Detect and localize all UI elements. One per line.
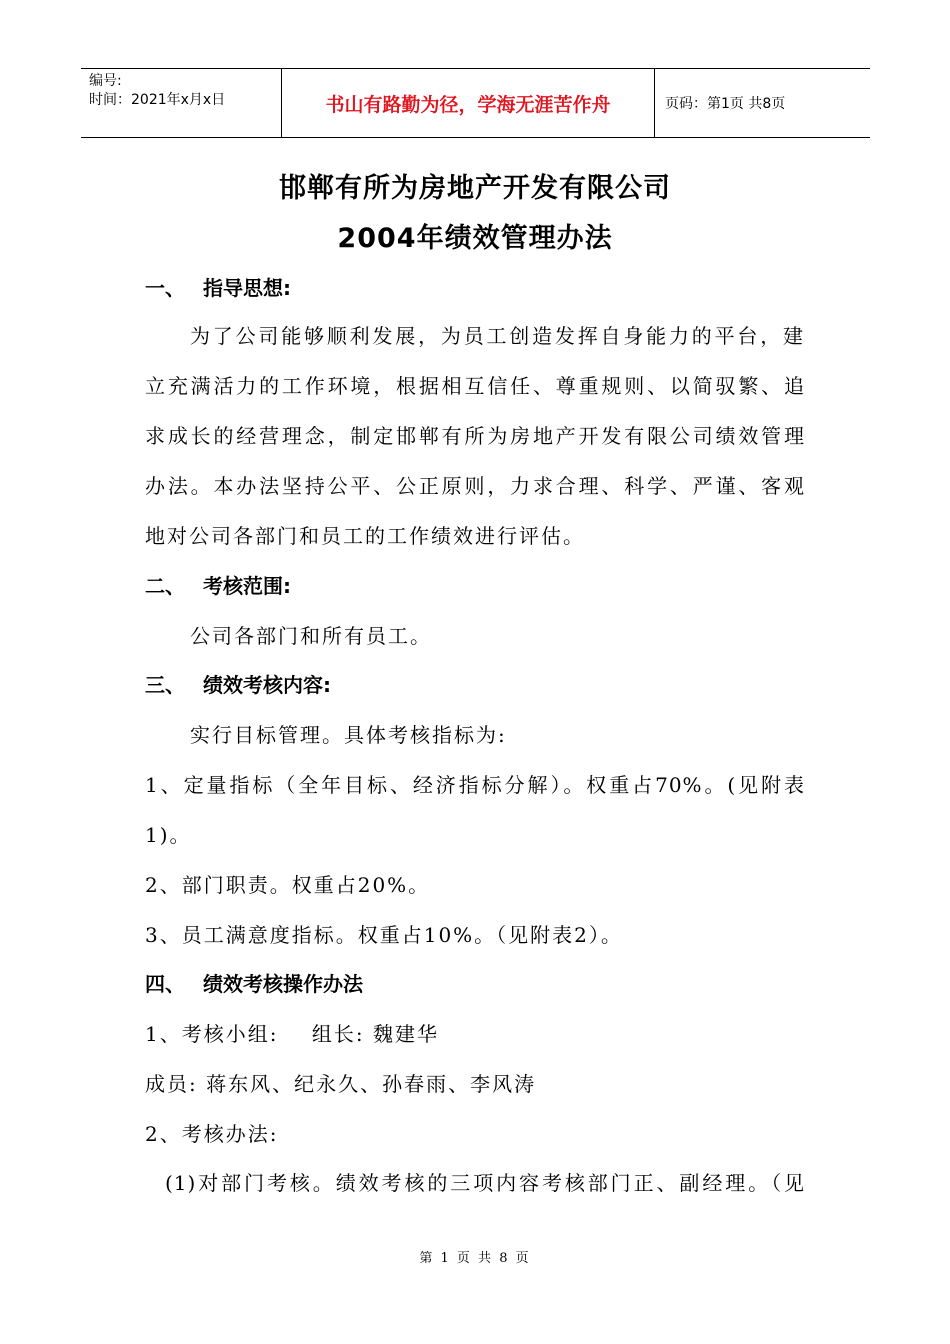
header-page-info: 页码：第1页 共8页 [665, 96, 786, 112]
section-number: 四、 [145, 972, 185, 996]
paragraph-line: 实行目标管理。具体考核指标为: [190, 723, 507, 747]
section-title: 指导思想: [203, 276, 291, 300]
paragraph-line: 1、考核小组: 组长: 魏建华 [145, 1022, 439, 1046]
time-label: 时间：2021年x月x日 [89, 92, 226, 108]
paragraph-line: 成员: 蒋东风、纪永久、孙春雨、李风涛 [145, 1072, 537, 1096]
paragraph-line: 求成长的经营理念，制定邯郸有所为房地产开发有限公司绩效管理 [145, 424, 805, 448]
list-item: 3、员工满意度指标。权重占10%。（见附表2）。 [145, 923, 623, 947]
paragraph-line: 办法。本办法坚持公平、公正原则，力求合理、科学、严谨、客观 [145, 474, 805, 498]
section-heading-4 [145, 968, 363, 997]
number-label: 编号: [89, 73, 122, 89]
list-item: 1)。 [145, 823, 192, 847]
document-header [81, 68, 870, 138]
section-number: 二、 [145, 574, 185, 598]
section-title: 绩效考核操作办法 [203, 972, 363, 996]
section-heading-1 [145, 272, 291, 301]
list-item: 2、部门职责。权重占20%。 [145, 873, 431, 897]
paragraph-line: 2、考核办法: [145, 1122, 279, 1146]
list-item: 1、定量指标（全年目标、经济指标分解）。权重占70%。(见附表 [145, 773, 805, 797]
header-motto: 书山有路勤为径，学海无涯苦作舟 [282, 69, 655, 137]
document-title-line1: 邯郸有所为房地产开发有限公司 [279, 173, 671, 204]
paragraph-line: 公司各部门和所有员工。 [190, 624, 432, 648]
paragraph-line: 立充满活力的工作环境，根据相互信任、尊重规则、以简驭繁、追 [145, 374, 805, 398]
paragraph-line: 为了公司能够顺利发展，为员工创造发挥自身能力的平台，建 [190, 324, 805, 348]
section-title: 绩效考核内容: [203, 673, 331, 697]
header-meta [81, 69, 282, 137]
paragraph-line: (1)对部门考核。绩效考核的三项内容考核部门正、副经理。（见 [165, 1171, 805, 1195]
section-number: 一、 [145, 276, 185, 300]
section-number: 三、 [145, 673, 185, 697]
section-heading-2 [145, 570, 291, 599]
paragraph-line: 地对公司各部门和员工的工作绩效进行评估。 [145, 524, 585, 548]
page-footer: 第 1 页 共 8 页 [419, 1251, 531, 1266]
document-title-line2: 2004年绩效管理办法 [337, 223, 613, 254]
section-heading-3 [145, 669, 331, 698]
section-title: 考核范围: [203, 574, 291, 598]
